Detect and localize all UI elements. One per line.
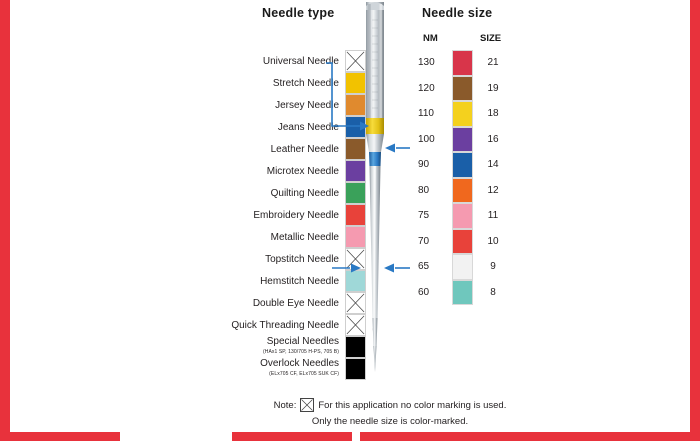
diagram-canvas bbox=[10, 0, 690, 432]
needle-type-label: Quick Threading Needle bbox=[231, 319, 339, 331]
table-row[interactable] bbox=[415, 178, 535, 204]
color-swatch bbox=[452, 127, 473, 153]
list-item[interactable] bbox=[160, 248, 345, 270]
color-swatch bbox=[452, 76, 473, 102]
color-swatch bbox=[345, 116, 366, 138]
table-row[interactable] bbox=[415, 50, 535, 76]
needle-size-nm: 110 bbox=[418, 108, 434, 120]
color-swatch bbox=[345, 94, 366, 116]
table-row[interactable] bbox=[415, 76, 535, 102]
needle-size-nm: 60 bbox=[418, 286, 430, 298]
list-item[interactable] bbox=[160, 358, 345, 380]
color-swatch bbox=[345, 72, 366, 94]
needle-size-number: 9 bbox=[490, 261, 496, 273]
color-swatch bbox=[452, 254, 473, 280]
color-swatch bbox=[345, 182, 366, 204]
needle-size-number: 10 bbox=[487, 235, 499, 247]
needle-size-number: 16 bbox=[487, 133, 499, 145]
color-swatch bbox=[345, 160, 366, 182]
needle-size-number: 11 bbox=[487, 210, 499, 222]
list-item[interactable] bbox=[160, 204, 345, 226]
list-item[interactable] bbox=[160, 116, 345, 138]
needle-size-number: 14 bbox=[487, 159, 499, 171]
color-swatch bbox=[345, 138, 366, 160]
needle-size-nm: 65 bbox=[418, 261, 430, 273]
frame-border-bottom-left bbox=[0, 432, 120, 441]
needle-type-sublabel: (HAx1 SP, 130/705 H-PS, 705 B) bbox=[262, 349, 339, 355]
needle-size-number: 19 bbox=[487, 82, 499, 94]
color-swatch bbox=[345, 248, 366, 270]
note-line-1: For this application no color marking is used. bbox=[318, 399, 507, 411]
list-item[interactable] bbox=[160, 138, 345, 160]
needle-type-list bbox=[160, 50, 345, 380]
needle-type-color-band bbox=[366, 118, 384, 134]
needle-type-label: Hemstitch Needle bbox=[260, 275, 339, 287]
needle-size-list bbox=[415, 50, 535, 305]
needle-size-color-band bbox=[369, 152, 381, 166]
list-item[interactable] bbox=[160, 226, 345, 248]
list-item[interactable] bbox=[160, 292, 345, 314]
x-box-icon bbox=[300, 398, 314, 412]
needle-type-label: Double Eye Needle bbox=[252, 297, 339, 309]
needle-type-label: Overlock Needles (ELx705 CF, ELx705 SUK CF) bbox=[260, 358, 345, 380]
list-item[interactable] bbox=[160, 270, 345, 292]
list-item[interactable] bbox=[160, 72, 345, 94]
color-swatch bbox=[345, 292, 366, 314]
needle-type-label: Jersey Needle bbox=[275, 99, 339, 111]
needle-size-nm: 70 bbox=[418, 235, 430, 247]
needle-type-label: Metallic Needle bbox=[270, 231, 339, 243]
frame-border-left bbox=[0, 0, 10, 441]
needle-size-nm: 80 bbox=[418, 184, 430, 196]
needle-size-heading: Needle size bbox=[422, 6, 493, 20]
needle-type-label: Jeans Needle bbox=[277, 121, 339, 133]
color-swatch bbox=[345, 50, 366, 72]
needle-type-label: Embroidery Needle bbox=[253, 209, 339, 221]
table-row[interactable] bbox=[415, 127, 535, 153]
needle-type-heading: Needle type bbox=[262, 6, 335, 20]
note-prefix: Note: bbox=[273, 399, 297, 411]
color-swatch bbox=[452, 50, 473, 76]
x-mark-icon bbox=[346, 51, 365, 71]
frame-border-bottom-right bbox=[360, 432, 700, 441]
needle-type-label: Quilting Needle bbox=[270, 187, 339, 199]
x-mark-icon bbox=[346, 249, 365, 269]
needle-type-label: Special Needles (HAx1 SP, 130/705 H-PS, 705 B) bbox=[263, 336, 345, 358]
needle-type-label: Topstitch Needle bbox=[265, 253, 339, 265]
needle-size-nm: 90 bbox=[418, 159, 430, 171]
frame-border-right bbox=[690, 0, 700, 441]
needle-type-label: Universal Needle bbox=[262, 55, 339, 67]
note-block bbox=[190, 398, 590, 427]
needle-size-number: 8 bbox=[490, 286, 496, 298]
needle-size-number: 12 bbox=[487, 184, 499, 196]
table-row[interactable] bbox=[415, 101, 535, 127]
needle-size-nm: 100 bbox=[418, 133, 435, 145]
color-swatch bbox=[452, 101, 473, 127]
color-swatch bbox=[452, 152, 473, 178]
needle-size-number: 18 bbox=[487, 108, 499, 120]
x-mark-icon bbox=[346, 315, 365, 335]
needle-type-label: Microtex Needle bbox=[266, 165, 339, 177]
table-row[interactable] bbox=[415, 229, 535, 255]
table-row[interactable] bbox=[415, 203, 535, 229]
size-column-header: SIZE bbox=[480, 33, 502, 44]
color-swatch bbox=[452, 178, 473, 204]
color-swatch bbox=[452, 229, 473, 255]
color-swatch bbox=[345, 358, 366, 380]
table-row[interactable] bbox=[415, 152, 535, 178]
frame-border-bottom-mid bbox=[232, 432, 352, 441]
color-swatch bbox=[345, 314, 366, 336]
list-item[interactable] bbox=[160, 50, 345, 72]
note-line-2: Only the needle size is color-marked. bbox=[311, 416, 469, 427]
list-item[interactable] bbox=[160, 314, 345, 336]
color-swatch bbox=[345, 226, 366, 248]
list-item[interactable] bbox=[160, 336, 345, 358]
list-item[interactable] bbox=[160, 182, 345, 204]
color-swatch bbox=[345, 336, 366, 358]
needle-type-label: Stretch Needle bbox=[272, 77, 339, 89]
list-item[interactable] bbox=[160, 94, 345, 116]
list-item[interactable] bbox=[160, 160, 345, 182]
needle-type-label: Leather Needle bbox=[270, 143, 339, 155]
nm-column-header: NM bbox=[423, 33, 438, 44]
table-row[interactable] bbox=[415, 280, 535, 306]
needle-size-nm: 75 bbox=[418, 210, 430, 222]
color-swatch bbox=[452, 280, 473, 306]
color-swatch bbox=[345, 270, 366, 292]
needle-size-number: 21 bbox=[487, 57, 499, 69]
needle-size-nm: 120 bbox=[418, 82, 435, 94]
needle-size-nm: 130 bbox=[418, 57, 435, 69]
color-swatch bbox=[345, 204, 366, 226]
needle-type-sublabel: (ELx705 CF, ELx705 SUK CF) bbox=[269, 371, 339, 377]
table-row[interactable] bbox=[415, 254, 535, 280]
x-mark-icon bbox=[346, 293, 365, 313]
color-swatch bbox=[452, 203, 473, 229]
